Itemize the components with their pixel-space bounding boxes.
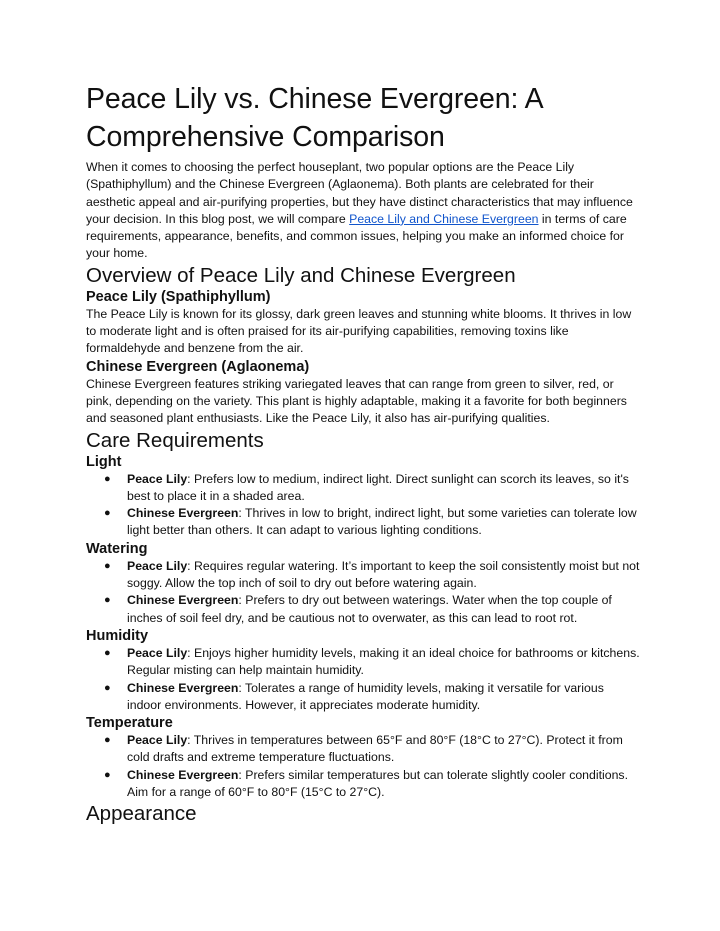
bullet-icon: ●: [104, 472, 111, 485]
light-heading: Light: [86, 453, 122, 470]
item-text: : Thrives in temperatures between 65°F and 80°F (18°C to 27°C). Protect it from cold drafts and extreme temperature fluctuations.: [127, 733, 623, 765]
item-text: : Requires regular watering. It’s important to keep the soil consistently moist but not soggy. Allow the top inch of soil to dry out before watering again.: [127, 558, 640, 591]
item-text: : Prefers similar temperatures but can tolerate slightly cooler conditions. Aim for a range of 60°F to 80°F (15°C to 27°C).: [127, 767, 628, 800]
overview-heading: Overview of Peace Lily and Chinese Evergreen: [86, 263, 516, 287]
plant-term: Chinese Evergreen: [127, 767, 239, 782]
intro-text-after-link: in terms of care requirements, appearance, benefits, and common issues, helping you make an informed choice for your home.: [86, 211, 627, 261]
list-item: [86, 592, 640, 627]
plant-term: Peace Lily: [127, 471, 188, 486]
plant-term: Chinese Evergreen: [127, 593, 239, 608]
list-item: [86, 645, 640, 680]
peace-lily-description: The Peace Lily is known for its glossy, dark green leaves and stunning white blooms. It thrives in low to moderate light and is often praised for its air-purifying capabilities, removing toxins like formaldehyde and benzene from the air.: [86, 306, 632, 356]
bullet-icon: ●: [104, 681, 111, 694]
list-item: [86, 680, 640, 715]
plant-term: Chinese Evergreen: [127, 680, 239, 695]
list-item: [86, 505, 640, 540]
bullet-icon: ●: [104, 768, 111, 781]
bullet-icon: ●: [104, 734, 111, 747]
bullet-icon: ●: [104, 507, 111, 520]
intro-paragraph: [86, 159, 640, 263]
watering-heading: Watering: [86, 540, 148, 557]
item-text: : Tolerates a range of humidity levels, making it versatile for various indoor environments. However, it appreciates moderate humidity.: [127, 680, 604, 712]
comparison-link[interactable]: Peace Lily and Chinese Evergreen: [349, 211, 539, 226]
care-requirements-heading: Care Requirements: [86, 428, 264, 452]
intro-text-before-link: When it comes to choosing the perfect houseplant, two popular options are the Peace Lily (Spathiphyllum) and the Chinese Evergreen (Aglaonema). Both plants are celebrated for their aesthetic appeal and air-purifying properties, but they have distinct characteristics that may influence your decision. In this blog post, we will compare: [86, 160, 633, 226]
item-text: : Prefers to dry out between waterings. Water when the top couple of inches of soil feel dry, and be cautious not to overwater, as this can lead to root rot.: [127, 593, 612, 625]
light-list: [86, 471, 640, 540]
temperature-list: [86, 732, 640, 801]
item-text: : Enjoys higher humidity levels, making it an ideal choice for bathrooms or kitchens. Regular misting can help maintain humidity.: [127, 645, 640, 678]
plant-term: Chinese Evergreen: [127, 506, 239, 521]
plant-term: Peace Lily: [127, 733, 188, 748]
plant-term: Peace Lily: [127, 558, 188, 573]
list-item: [86, 767, 640, 802]
appearance-heading: Appearance: [86, 802, 197, 826]
list-item: [86, 558, 640, 593]
list-item: [86, 471, 640, 506]
peace-lily-heading: Peace Lily (Spathiphyllum): [86, 288, 271, 305]
watering-list: [86, 558, 640, 627]
chinese-evergreen-heading: Chinese Evergreen (Aglaonema): [86, 358, 310, 375]
temperature-heading: Temperature: [86, 715, 173, 732]
humidity-list: [86, 645, 640, 714]
chinese-evergreen-description: Chinese Evergreen features striking variegated leaves that can range from green to silver, red, or pink, depending on the variety. This plant is highly adaptable, making it a favorite for both beginners and seasoned plant enthusiasts. Like the Peace Lily, it also has air-purifying qualities.: [86, 376, 627, 426]
item-text: : Prefers low to medium, indirect light. Direct sunlight can scorch its leaves, so it's best to place it in a shaded area.: [127, 471, 629, 503]
bullet-icon: ●: [104, 646, 111, 659]
plant-term: Peace Lily: [127, 645, 188, 660]
list-item: [86, 732, 640, 767]
item-text: : Thrives in low to bright, indirect light, but some varieties can tolerate low light better than others. It can adapt to various lighting conditions.: [127, 506, 637, 538]
humidity-heading: Humidity: [86, 627, 149, 644]
bullet-icon: ●: [104, 594, 111, 607]
page-title: Peace Lily vs. Chinese Evergreen: A Comprehensive Comparison: [86, 83, 542, 153]
bullet-icon: ●: [104, 559, 111, 572]
